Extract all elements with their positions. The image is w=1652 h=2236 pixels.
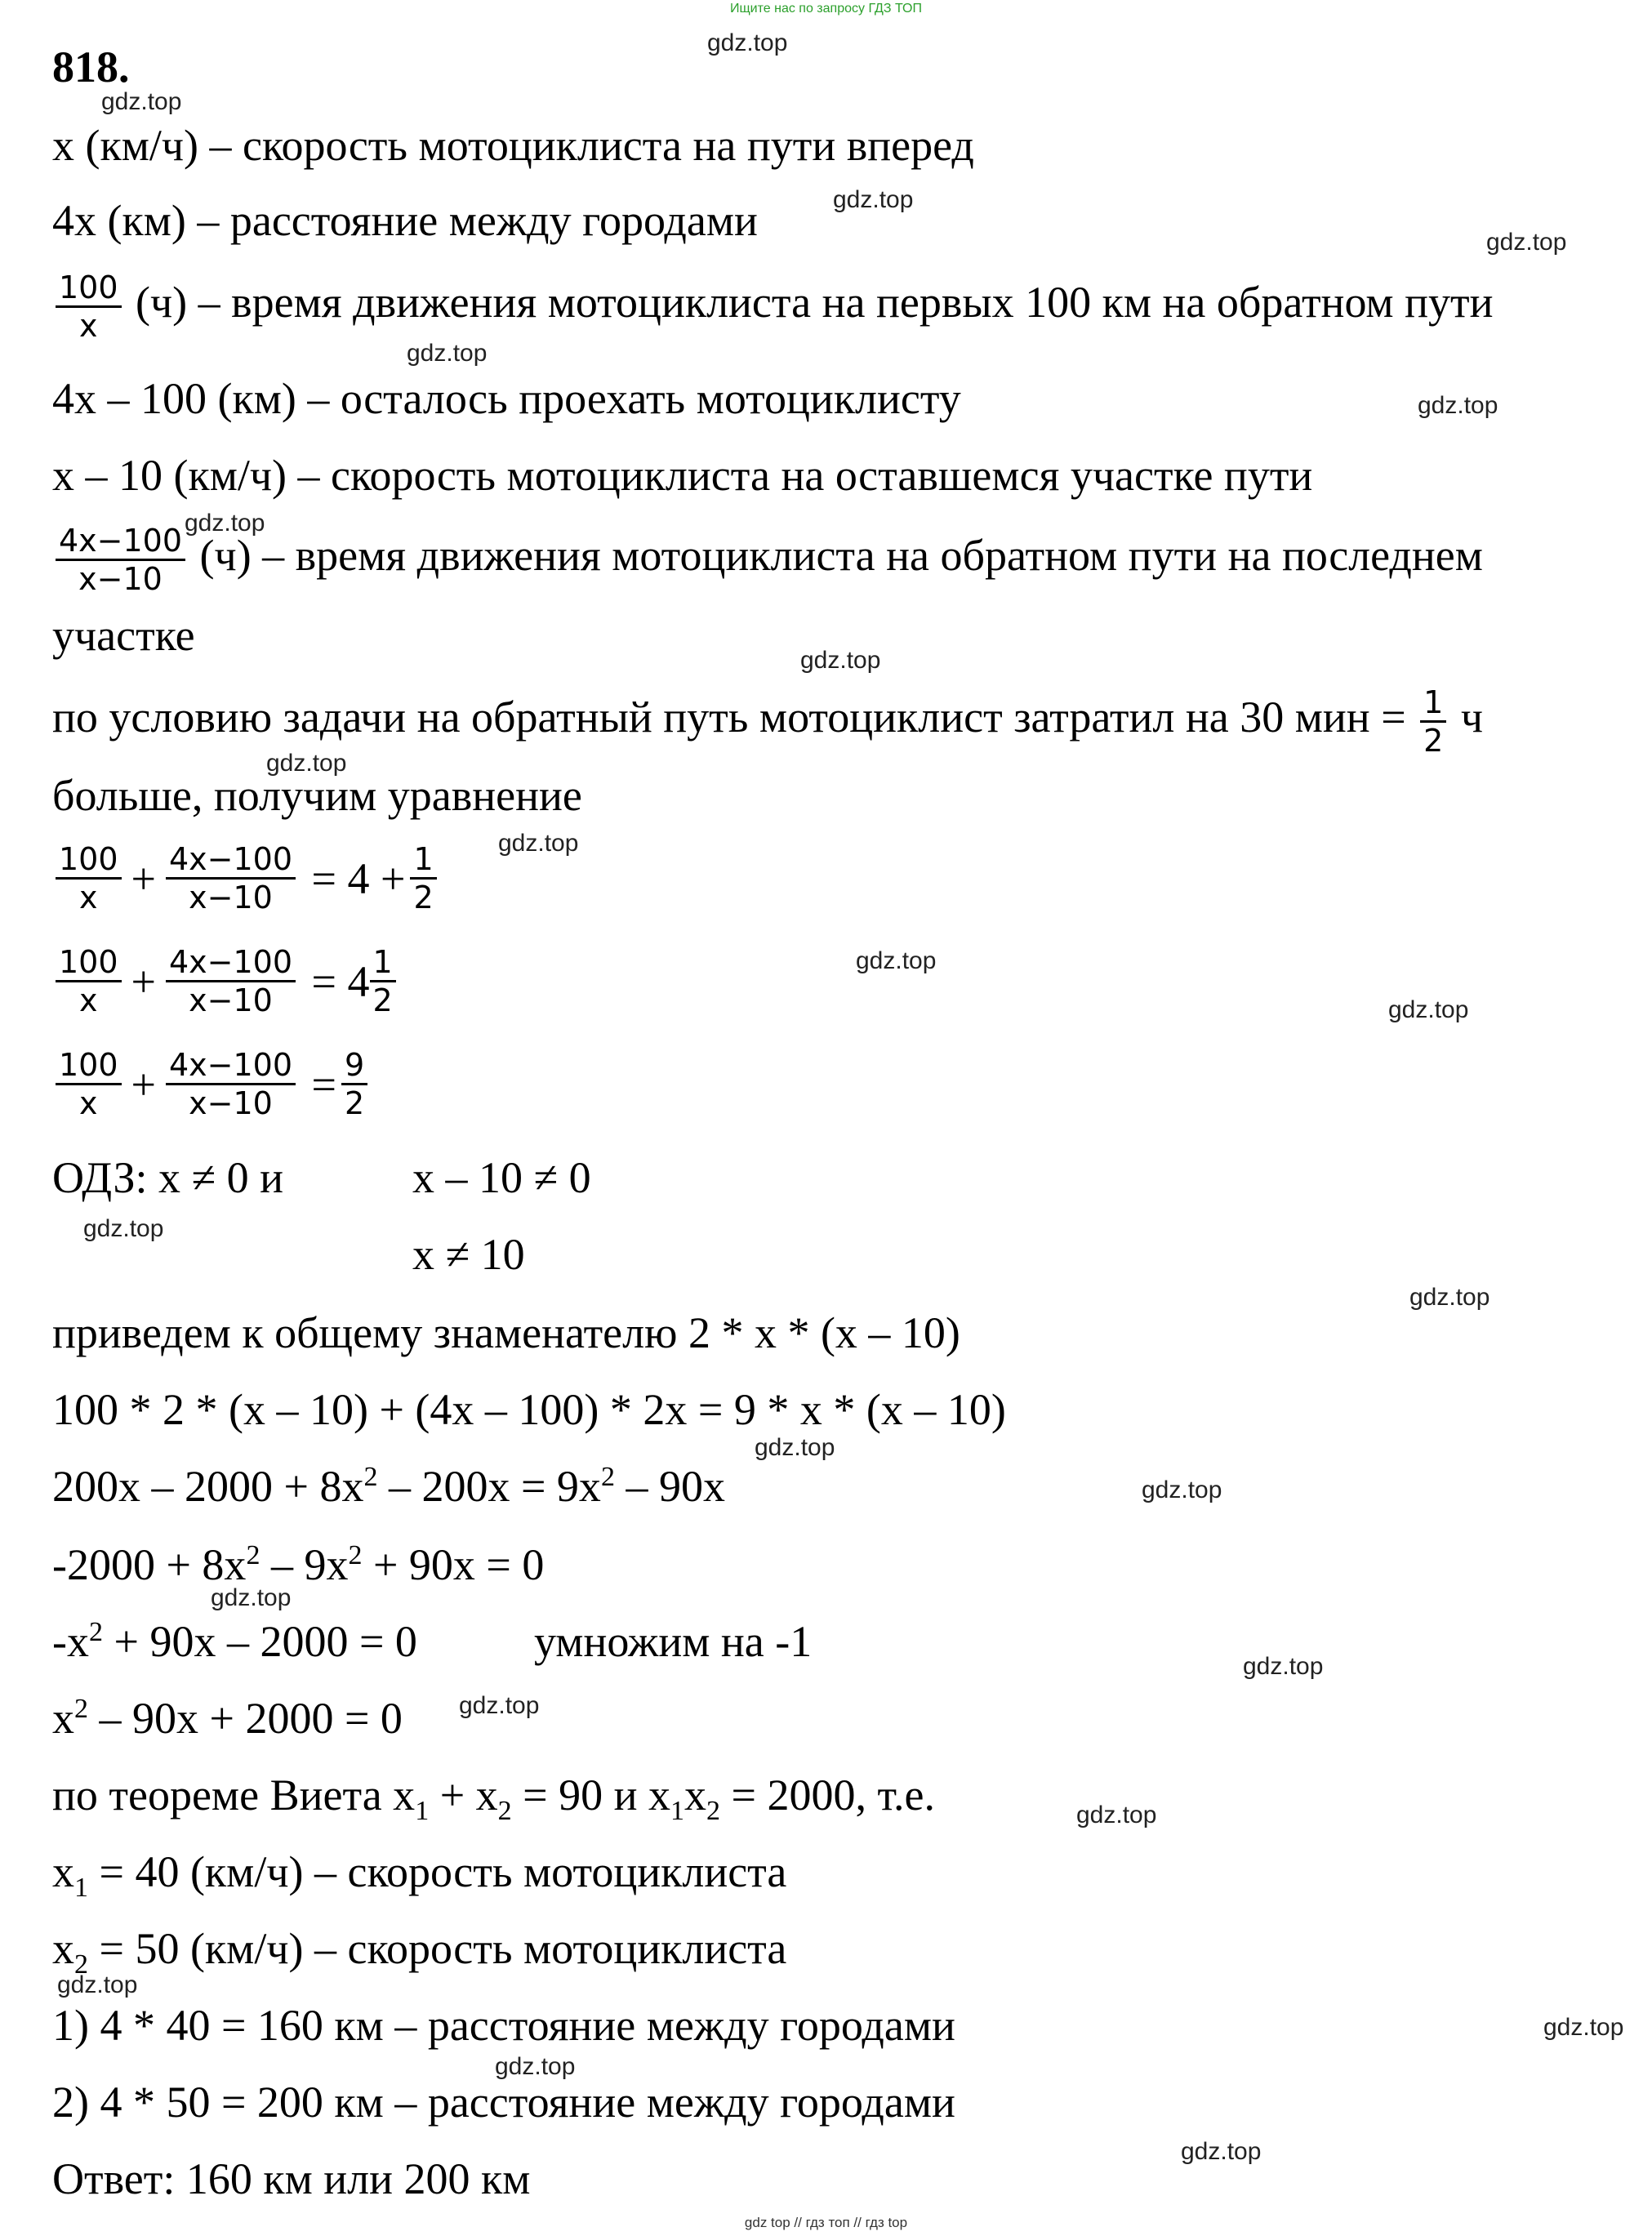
- watermark: gdz.top: [185, 510, 265, 537]
- watermark: gdz.top: [1486, 229, 1567, 256]
- line-speed-definition: x (км/ч) – скорость мотоциклиста на пути вперед: [52, 121, 974, 170]
- watermark: gdz.top: [707, 29, 788, 56]
- watermark: gdz.top: [1076, 1802, 1157, 1828]
- watermark: gdz.top: [1543, 2014, 1624, 2041]
- fraction: $\frac{1}{2}$: [1420, 684, 1446, 759]
- line-multiply-note: умножим на -1: [534, 1617, 813, 1666]
- equation-2: $\frac{100}{x}$ + $\frac{4x-100}{x-10}$ = 4 $\frac{1}{2}$: [52, 944, 399, 1018]
- watermark: gdz.top: [1409, 1284, 1490, 1311]
- watermark: gdz.top: [755, 1434, 835, 1461]
- domain-condition: ОДЗ: x ≠ 0 и: [52, 1153, 284, 1202]
- line-condition: по условию задачи на обратный путь мотоциклист затратил на 30 мин = $\frac{1}{2}$ ч: [52, 684, 1484, 759]
- line-remaining-distance: 4x – 100 (км) – осталось проехать мотоциклисту: [52, 374, 961, 423]
- watermark: gdz.top: [1418, 392, 1498, 419]
- line-quadratic-negative: $-x^2 + 90x - 2000 = 0$: [52, 1617, 417, 1666]
- line-expanded-equation: 100 * 2 * (x – 10) + (4x – 100) * 2x = 9 * x * (x – 10): [52, 1385, 1006, 1434]
- fraction: $\frac{1}{2}$: [370, 944, 396, 1018]
- line-remaining-speed: x – 10 (км/ч) – скорость мотоциклиста на оставшемся участке пути: [52, 451, 1313, 500]
- watermark: gdz.top: [1181, 2138, 1262, 2165]
- fraction: $\frac{4x-100}{x-10}$: [166, 944, 296, 1018]
- line-simplify-1: $200x - 2000 + 8x^2 - 200x = 9x^2 - 90x$: [52, 1462, 725, 1511]
- problem-number: 818.: [52, 42, 130, 91]
- watermark: gdz.top: [57, 1971, 138, 1998]
- line-equation-intro: больше, получим уравнение: [52, 771, 582, 820]
- equation-1: $\frac{100}{x}$ + $\frac{4x-100}{x-10}$ = 4 + $\frac{1}{2}$: [52, 841, 440, 915]
- watermark: gdz.top: [407, 340, 488, 367]
- watermark: gdz.top: [800, 647, 881, 674]
- watermark: gdz.top: [101, 88, 182, 115]
- watermark: gdz.top: [211, 1584, 292, 1611]
- watermark: gdz.top: [266, 750, 347, 777]
- watermark: gdz.top: [856, 947, 937, 974]
- fraction: $\frac{1}{2}$: [410, 841, 436, 915]
- top-note: Ищите нас по запросу ГДЗ ТОП: [730, 2, 922, 16]
- watermark: gdz.top: [83, 1215, 164, 1242]
- line-vieta: по теореме Виета $x_1 + x_2 = 90$ и $x_1x_2 = 2000$, т.е.: [52, 1771, 935, 1826]
- line-common-denominator: приведем к общему знаменателю 2 * x * (x – 10): [52, 1308, 960, 1357]
- equation-3: $\frac{100}{x}$ + $\frac{4x-100}{x-10}$ = $\frac{9}{2}$: [52, 1047, 371, 1121]
- domain-condition-c: x ≠ 10: [412, 1230, 525, 1279]
- line-root-2: $x_2 = 50$ (км/ч) – скорость мотоциклиста: [52, 1924, 787, 1980]
- line-time-first-part: $\frac{100}{x}$ (ч) – время движения мотоциклиста на первых 100 км на обратном пути: [52, 269, 1493, 344]
- watermark: gdz.top: [459, 1692, 540, 1719]
- line-time-last-part: $\frac{4x-100}{x-10}$ (ч) – время движения мотоциклиста на обратном пути на последнем: [52, 523, 1483, 597]
- line-distance-1: 1) 4 * 40 = 160 км – расстояние между городами: [52, 2001, 955, 2050]
- watermark: gdz.top: [495, 2053, 576, 2080]
- fraction: $\frac{100}{x}$: [56, 841, 122, 915]
- fraction: $\frac{100}{x}$: [56, 1047, 122, 1121]
- fraction: $\frac{100}{x}$: [56, 269, 122, 344]
- fraction: $\frac{9}{2}$: [341, 1047, 367, 1121]
- fraction: $\frac{4x-100}{x-10}$: [56, 523, 185, 597]
- fraction: $\frac{4x-100}{x-10}$: [166, 1047, 296, 1121]
- watermark: gdz.top: [498, 830, 579, 857]
- line-root-1: $x_1 = 40$ (км/ч) – скорость мотоциклиста: [52, 1847, 787, 1903]
- domain-condition-b: x – 10 ≠ 0: [412, 1153, 591, 1202]
- line-quadratic: $x^2 - 90x + 2000 = 0$: [52, 1694, 403, 1743]
- watermark: gdz.top: [1243, 1653, 1324, 1680]
- answer: Ответ: 160 км или 200 км: [52, 2154, 531, 2203]
- line-distance-definition: 4x (км) – расстояние между городами: [52, 196, 758, 245]
- fraction: $\frac{4x-100}{x-10}$: [166, 841, 296, 915]
- line-simplify-2: $-2000 + 8x^2 - 9x^2 + 90x = 0$: [52, 1540, 545, 1589]
- footer-note: gdz top // гдз топ // гдз top: [744, 2215, 908, 2230]
- watermark: gdz.top: [1388, 996, 1469, 1023]
- fraction: $\frac{100}{x}$: [56, 944, 122, 1018]
- watermark: gdz.top: [1142, 1477, 1222, 1503]
- line-distance-2: 2) 4 * 50 = 200 км – расстояние между городами: [52, 2078, 955, 2127]
- line-segment-word: участке: [52, 611, 195, 660]
- watermark: gdz.top: [833, 186, 914, 213]
